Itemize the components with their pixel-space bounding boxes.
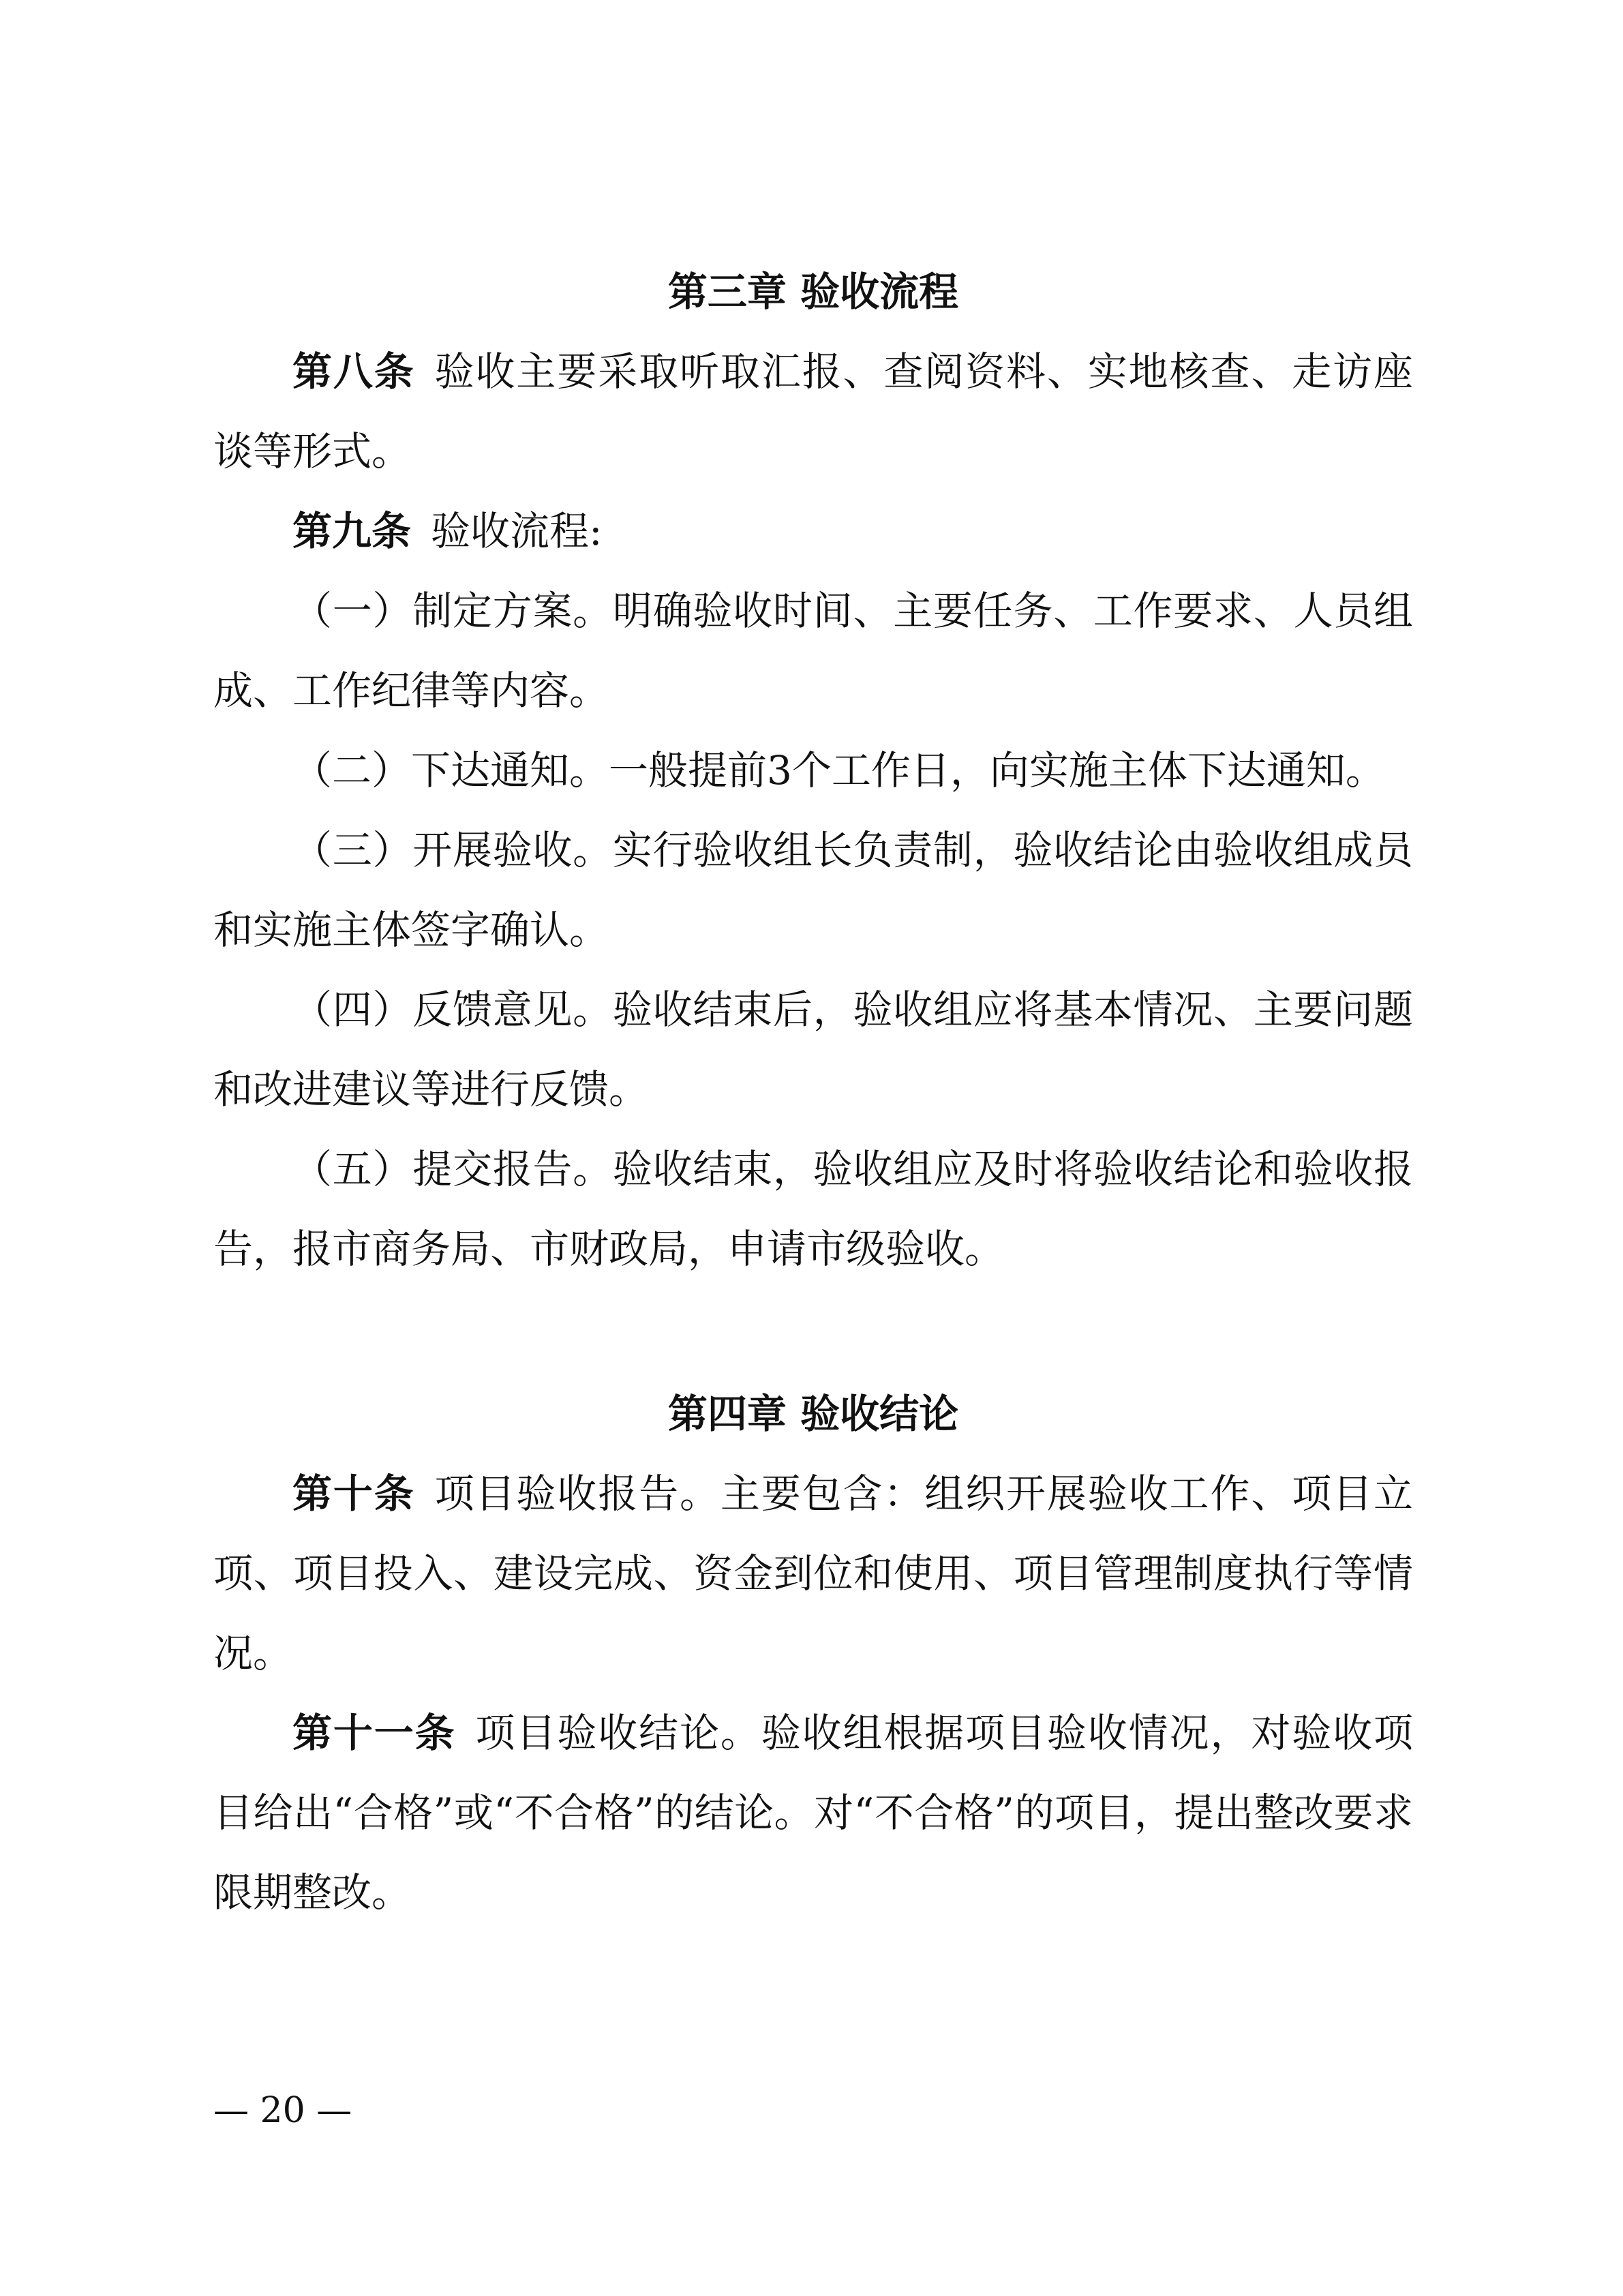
article-10-text: 项目验收报告。主要包含：组织开展验收工作、项目立项、项目投入、建设完成、资金到位和使用、项目管理制度执行等情况。 — [213, 1470, 1413, 1676]
article-8 — [213, 332, 1413, 492]
page-number: — 20 — — [213, 2090, 352, 2131]
article-10-label: 第十条 — [292, 1470, 415, 1517]
chapter-3-title: 第三章 验收流程 — [667, 269, 959, 315]
article-10 — [213, 1454, 1413, 1693]
article-9-text: 验收流程: — [431, 508, 603, 554]
article-9 — [213, 492, 1413, 571]
page-content — [213, 252, 1413, 1933]
article-11-text: 项目验收结论。验收组根据项目验收情况，对验收项目给出“合格”或“不合格”的结论。对“不合格”的项目，提出整改要求限期整改。 — [213, 1710, 1413, 1916]
step-3: （三）开展验收。实行验收组长负责制，验收结论由验收组成员和实施主体签字确认。 — [213, 827, 1413, 953]
step-1: （一）制定方案。明确验收时间、主要任务、工作要求、人员组成、工作纪律等内容。 — [213, 588, 1413, 714]
article-8-text: 验收主要采取听取汇报、查阅资料、实地核查、走访座谈等形式。 — [213, 348, 1413, 474]
article-11-label: 第十一条 — [292, 1710, 456, 1756]
step-4: （四）反馈意见。验收结束后，验收组应将基本情况、主要问题和改进建议等进行反馈。 — [213, 986, 1413, 1113]
chapter-4-title: 第四章 验收结论 — [667, 1391, 959, 1437]
article-8-label: 第八条 — [292, 348, 415, 395]
step-5: （五）提交报告。验收结束，验收组应及时将验收结论和验收报告，报市商务局、市财政局，申请市级验收。 — [213, 1146, 1413, 1272]
step-2: （二）下达通知。一般提前3个工作日，向实施主体下达通知。 — [292, 747, 1385, 794]
article-11 — [213, 1693, 1413, 1933]
article-9-label: 第九条 — [292, 508, 412, 554]
